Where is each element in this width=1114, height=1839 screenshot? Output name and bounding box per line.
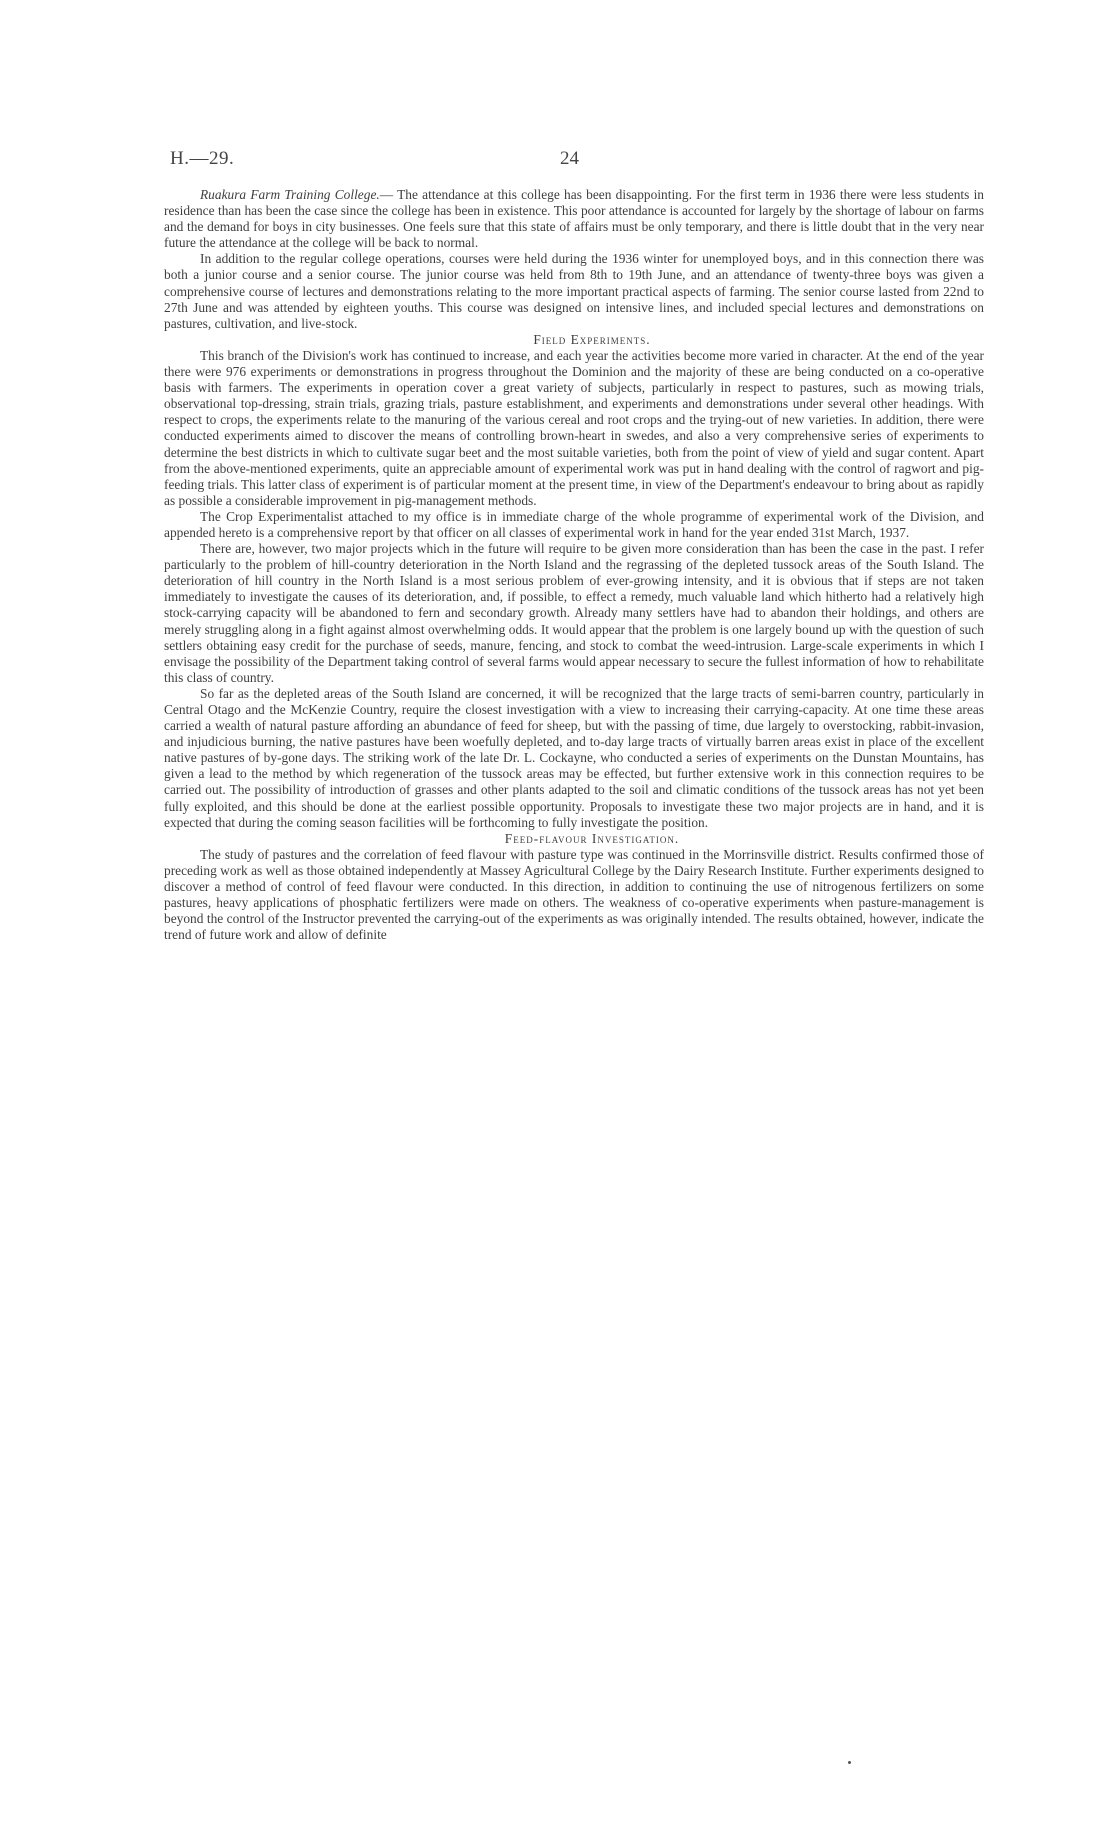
ruakura-paragraph-1-text: — The attendance at this college has been disappointing. For the first term in 1936 there were less students in residence than has been the case since the college has been in existence. This poor attendance is accounted for largely by the shortage of labour on farms and the demand for boys in city businesses. One feels sure that this state of affairs must be only temporary, and there is little doubt that in the very near future the attendance at the college will be back to normal. (164, 187, 984, 251)
field-experiments-paragraph-4: So far as the depleted areas of the South Island are concerned, it will be recognized that the large tracts of semi-barren country, particularly in Central Otago and the McKenzie Country, require the closest investigation with a view to increasing their carrying-capacity. At one time these areas carried a wealth of natural pasture affording an abundance of feed for sheep, but with the passing of time, due largely to overstocking, rabbit-invasion, and injudicious burning, the native pastures have been woefully depleted, and to-day large tracts of virtually barren areas exist in place of the excellent native pastures of by-gone days. The striking work of the late Dr. L. Cockayne, who conducted a series of experiments on the Dunstan Mountains, has given a lead to the method by which regeneration of the tussock areas may be effected, but further extensive work in this connection requires to be carried out. The possibility of introduction of grasses and other plants adapted to the soil and climatic conditions of the tussock areas has not yet been fully exploited, and this should be done at the earliest possible opportunity. Proposals to investigate these two major projects are in hand, and it is expected that during the coming season facilities will be forthcoming to fully investigate the position. (164, 685, 984, 830)
field-experiments-heading: Field Experiments. (533, 331, 651, 347)
page-header (164, 148, 984, 172)
field-experiments-paragraph-3: There are, however, two major projects which in the future will require to be given more consideration than has been the case in the past. I refer particularly to the problem of hill-country deterioration in the North Island and the regrassing of the depleted tussock areas of the South Island. The deterioration of hill country in the North Island is a most serious problem of ever-growing intensity, and it is obvious that if steps are not taken immediately to investigate the causes of its deterioration, and, if possible, to effect a remedy, much valuable land which hitherto had a relatively high stock-carrying capacity will be abandoned to fern and secondary growth. Already many settlers have had to abandon their holdings, and others are merely struggling along in a fight against almost overwhelming odds. It would appear that the problem is one largely bound up with the question of such settlers obtaining easy credit for the purchase of seeds, manure, fencing, and stock to combat the weed-intrusion. Large-scale experiments in which I envisage the possibility of the Department taking control of several farms would appear necessary to secure the fullest information of how to rehabilitate this class of country. (164, 541, 984, 685)
scan-speck (848, 1761, 851, 1764)
page-number: 24 (560, 148, 579, 169)
field-experiments-paragraph-2: The Crop Experimentalist attached to my office is in immediate charge of the whole programme of experimental work of the Division, and appended hereto is a comprehensive report by that officer on all classes of experimental work in hand for the year ended 31st March, 1937. (164, 508, 984, 540)
body-text (164, 187, 984, 943)
ruakura-run-head: Ruakura Farm Training College. (200, 187, 380, 202)
feed-flavour-paragraph-1: The study of pastures and the correlation of feed flavour with pasture type was continued in the Morrinsville district. Results confirmed those of preceding work as well as those obtained independently at Massey Agricultural College by the Dairy Research Institute. Further experiments designed to discover a method of control of feed flavour were conducted. In this direction, in addition to continuing the use of nitrogenous fertilizers on some pastures, heavy applications of phosphatic fertilizers were made on others. The weakness of co-operative experiments when pasture-management is beyond the control of the Instructor prevented the carrying-out of the experiments as was originally intended. The results obtained, however, indicate the trend of future work and allow of definite (164, 846, 984, 943)
document-code: H.—29. (170, 148, 235, 169)
ruakura-paragraph-2: In addition to the regular college operations, courses were held during the 1936 winter for unemployed boys, and in this connection there was both a junior course and a senior course. The junior course was held from 8th to 19th June, and an attendance of twenty-three boys was given a comprehensive course of lectures and demonstrations relating to the more important practical aspects of farming. The senior course lasted from 22nd to 27th June and was attended by eighteen youths. This course was designed on intensive lines, and included special lectures and demonstrations on pastures, cultivation, and live-stock. (164, 251, 984, 331)
ruakura-paragraph-1 (164, 187, 984, 251)
field-experiments-paragraph-1: This branch of the Division's work has continued to increase, and each year the activities become more varied in character. At the end of the year there were 976 experiments or demonstrations in progress throughout the Dominion and the majority of these are being conducted on a co-operative basis with farmers. The experiments in operation cover a great variety of subjects, particularly in respect to pastures, such as mowing trials, observational top-dressing, strain trials, grazing trials, pasture establishment, and experiments and demonstrations under several other headings. With respect to crops, the experiments relate to the manuring of the various cereal and root crops and the trying-out of new varieties. In addition, there were conducted experiments aimed to discover the means of controlling brown-heart in swedes, and also a very comprehensive series of experiments to determine the best districts in which to cultivate sugar beet and the most suitable varieties, both from the point of view of yield and sugar content. Apart from the above-mentioned experiments, quite an appreciable amount of experimental work was put in hand dealing with the control of ragwort and pig-feeding trials. This latter class of experiment is of particular moment at the present time, in view of the Department's endeavour to bring about as rapidly as possible a considerable improvement in pig-management methods. (164, 347, 984, 508)
feed-flavour-heading: Feed-flavour Investigation. (504, 830, 680, 846)
